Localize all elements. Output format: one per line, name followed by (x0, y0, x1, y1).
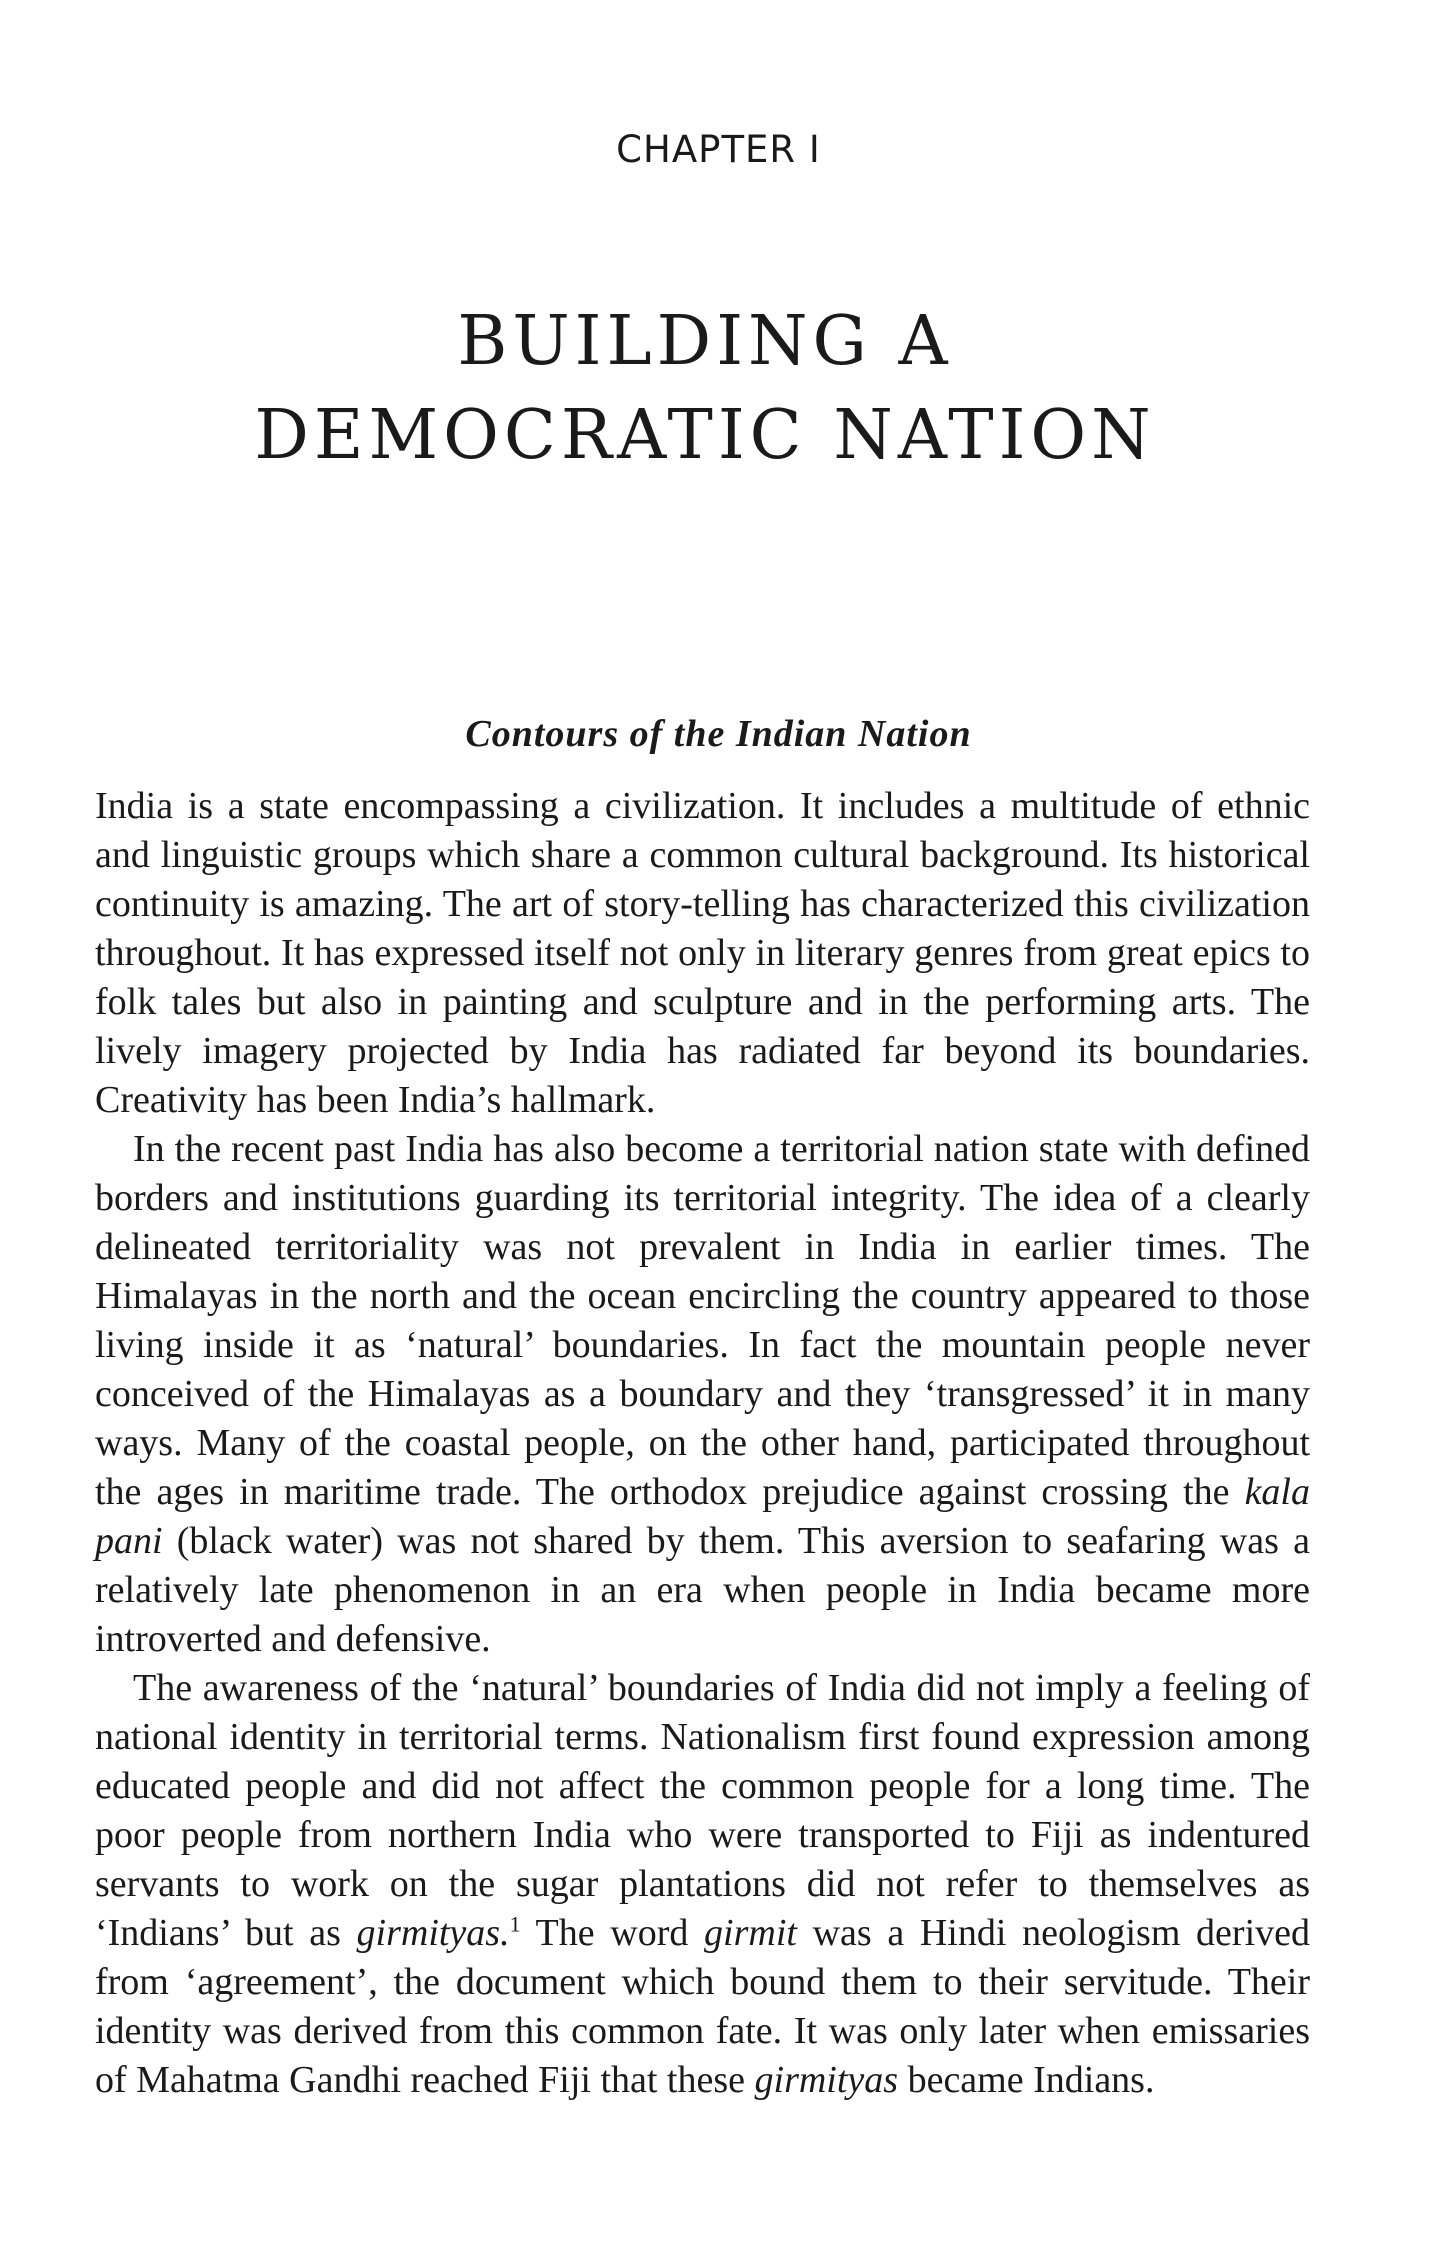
paragraph-3-text-c: was a Hindi neologism derived from ‘agreement’, the document which bound them to their servitude. Their identity was derived from this common fate. It was only later when emissaries of Mahatma Gandhi reached Fiji that these (95, 1912, 1310, 2101)
section-heading: Contours of the Indian Nation (465, 713, 972, 755)
italic-term-kala-pani: kala pani (95, 1471, 1310, 1562)
italic-term-girmityas: girmityas. (356, 1912, 510, 1954)
paragraph-2 (95, 1125, 1310, 1664)
body-text (95, 782, 1310, 2105)
paragraph-3-text-a: The awareness of the ‘natural’ boundaries of India did not imply a feeling of national identity in territorial terms. Nationalism first found expression among educated people and did not affect the common people for a long time. The poor people from northern India who were transported to Fiji as indentured servants to work on the sugar plantations did not refer to themselves as ‘Indians’ but as (95, 1667, 1310, 1954)
paragraph-1: India is a state encompassing a civilization. It includes a multitude of ethnic and linguistic groups which share a common cultural background. Its historical continuity is amazing. The art of story-telling has characterized this civilization throughout. It has expressed itself not only in literary genres from great epics to folk tales but also in painting and sculpture and in the performing arts. The lively imagery projected by India has radiated far beyond its boundaries. Creativity has been India’s hallmark. (95, 785, 1310, 1121)
paragraph-2-text-a: In the recent past India has also become a territorial nation state with defined borders and institutions guarding its territorial integrity. The idea of a clearly delineated territoriality was not prevalent in India in earlier times. The Himalayas in the north and the ocean encircling the country appeared to those living inside it as ‘natural’ boundaries. In fact the mountain people never conceived of the Himalayas as a boundary and they ‘transgressed’ it in many ways. Many of the coastal people, on the other hand, participated throughout the ages in maritime trade. The orthodox prejudice against crossing the (95, 1128, 1310, 1513)
paragraph-3-text-b: The word (520, 1912, 705, 1954)
paragraph-3-text-d: became Indians. (898, 2059, 1155, 2101)
italic-term-girmit: girmit (704, 1912, 797, 1954)
paragraph-2-text-b: (black water) was not shared by them. This aversion to seafaring was a relatively late phenomenon in an era when people in India became more introverted and defensive. (95, 1520, 1310, 1660)
chapter-title: BUILDING A DEMOCRATIC NATION (254, 302, 1156, 475)
footnote-marker: 1 (509, 1911, 521, 1937)
paragraph-3 (95, 1664, 1310, 2105)
chapter-label: CHAPTER I (616, 128, 821, 171)
italic-term-girmityas-2: girmityas (754, 2059, 899, 2101)
